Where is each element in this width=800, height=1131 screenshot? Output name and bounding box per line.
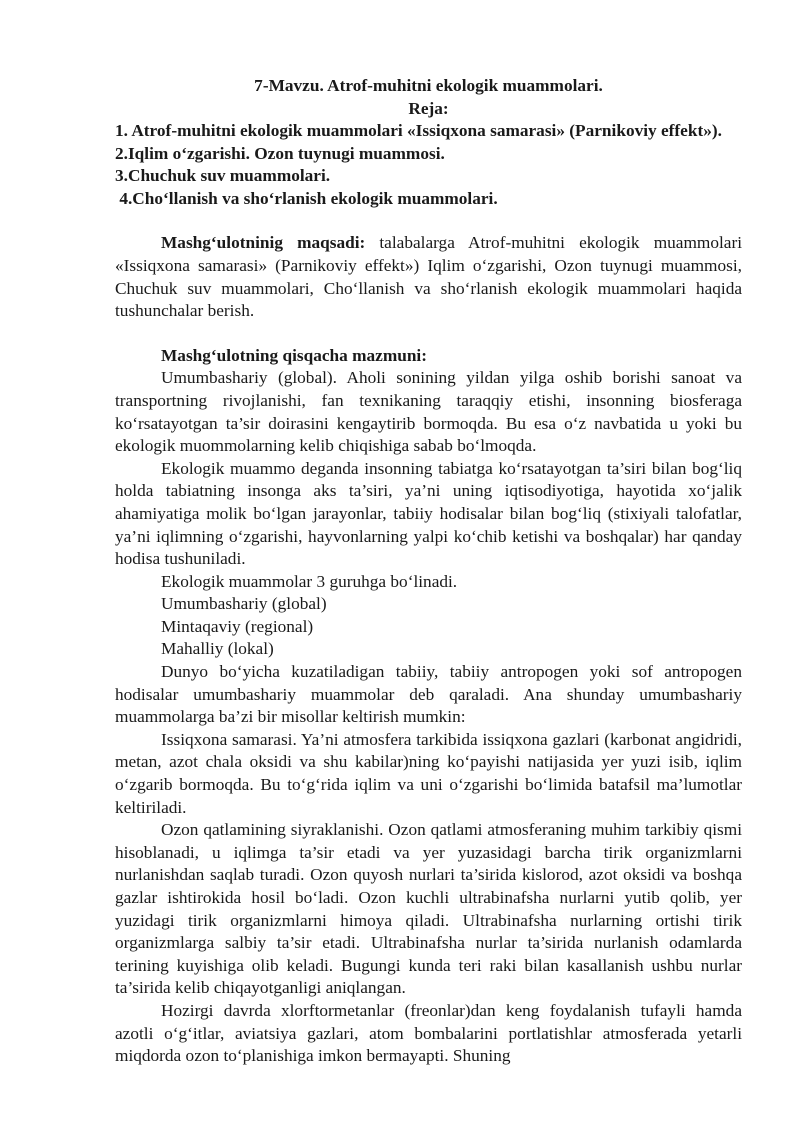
document-title: 7-Mavzu. Atrof-muhitni ekologik muammolari. bbox=[254, 76, 603, 95]
body-paragraph: Ekologik muammo deganda insonning tabiatga ko‘rsatayotgan ta’siri bilan bog‘liq holda tabiatning insonga aks ta’siri, ya’ni uning iqtisodiyotiga, hayotida xo‘jalik ahamiyatiga molik bo‘lgan jarayonlar, tabiiy hodisalar bilan bog‘liq (stixiyali talofatlar, ya’ni iqlimning o‘zgarishi, hayvonlarning yalpi ko‘chib ketishi va boshqalar) har qanday hodisa tushuniladi. bbox=[115, 458, 742, 569]
plan-item: 1. Atrof-muhitni ekologik muammolari «Issiqxona samarasi» (Parnikoviy effekt»). bbox=[115, 121, 722, 140]
plan-item: 2.Iqlim o‘zgarishi. Ozon tuynugi muammosi. bbox=[115, 143, 445, 163]
body-paragraph: Ekologik muammolar 3 guruhga bo‘linadi. bbox=[161, 571, 458, 591]
plan-list bbox=[115, 120, 742, 210]
body-paragraph: Hozirgi davrda xlorftormetanlar (freonlar)dan keng foydalanish tufayli hamda azotli o‘g‘itlar, aviatsiya gazlari, atom bombalarini portlatishlar atmosferada yetarli miqdorda ozon to‘planishiga imkon bermayapti. Shuning bbox=[115, 1000, 742, 1066]
list-item: Umumbashariy (global) bbox=[161, 594, 327, 614]
body-paragraph: Ozon qatlamining siyraklanishi. Ozon qatlami atmosferaning muhim tarkibiy qismi hisoblanadi, u iqlimga ta’sir etadi va yer yuzasidagi barcha tirik organizmlarni nurlanishdan saqlab turadi. Ozon quyosh nurlari ta’sirida kislorod, azot oksidi va boshqa gazlar ishtirokida hosil bo‘ladi. Ozon kuchli ultrabinafsha nurlarni yutib qolib, yer yuzidagi tirik organizmlarni himoya qiladi. Ultrabinafsha nurlarning ortishi tirik organizmlarga salbiy ta’sir etadi. Ultrabinafsha nurlar ta’sirida nurlanish odamlarda terining kuyishiga olib keladi. Bugungi kunda teri raki bilan kasallanish ushbu nurlar ta’sirida kelib chiqayotganligi aniqlangan. bbox=[115, 820, 742, 998]
body-paragraph: Issiqxona samarasi. Ya’ni atmosfera tarkibida issiqxona gazlari (karbonat angidridi, metan, azot chala oksidi va shu kabilar)ning ko‘payishi natijasida yer yuzi isib, iqlim o‘zgarib bormoqda. Bu to‘g‘rida iqlim va uni o‘zgarishi bo‘limida batafsil ma’lumotlar keltiriladi. bbox=[115, 729, 742, 817]
body-paragraph: Umumbashariy (global). Aholi sonining yildan yilga oshib borishi sanoat va transportning rivojlanishi, fan texnikaning taraqqiy etishi, insonning biosferaga ko‘rsatayotgan ta’sir doirasini kengaytirib bormoqda. Bu esa o‘z navbatida u yoki bu ekologik muommolarning kelib chiqishiga sabab bo‘lmoqda. bbox=[115, 368, 742, 456]
summary-heading: Mashg‘ulotning qisqacha mazmuni: bbox=[161, 345, 427, 365]
body-paragraph: Dunyo bo‘yicha kuzatiladigan tabiiy, tabiiy antropogen yoki sof antropogen hodisalar umumbashariy muammolar deb qaraladi. Ana shunday umumbashariy muammolarga ba’zi bir misollar keltirish mumkin: bbox=[115, 662, 742, 727]
list-item: Mintaqaviy (regional) bbox=[161, 616, 314, 636]
goal-label: Mashg‘ulotninig maqsadi: bbox=[161, 233, 366, 253]
document-page bbox=[115, 74, 742, 1068]
plan-heading: Reja: bbox=[408, 99, 449, 118]
goal-text: talabalarga Atrof-muhitni ekologik muammolari «Issiqxona samarasi» (Parnikoviy effekt») Iqlim o‘zgarishi, Ozon tuynugi muammosi, Chuchuk suv muammolari, Cho‘llanish va sho‘rlanish ekologik muammolari haqida tushunchalar berish. bbox=[115, 233, 742, 321]
goal-paragraph bbox=[115, 232, 742, 322]
plan-item: 4.Cho‘llanish va sho‘rlanish ekologik muammolari. bbox=[115, 188, 498, 208]
list-item: Mahalliy (lokal) bbox=[161, 639, 274, 659]
plan-item: 3.Chuchuk suv muammolari. bbox=[115, 166, 331, 186]
